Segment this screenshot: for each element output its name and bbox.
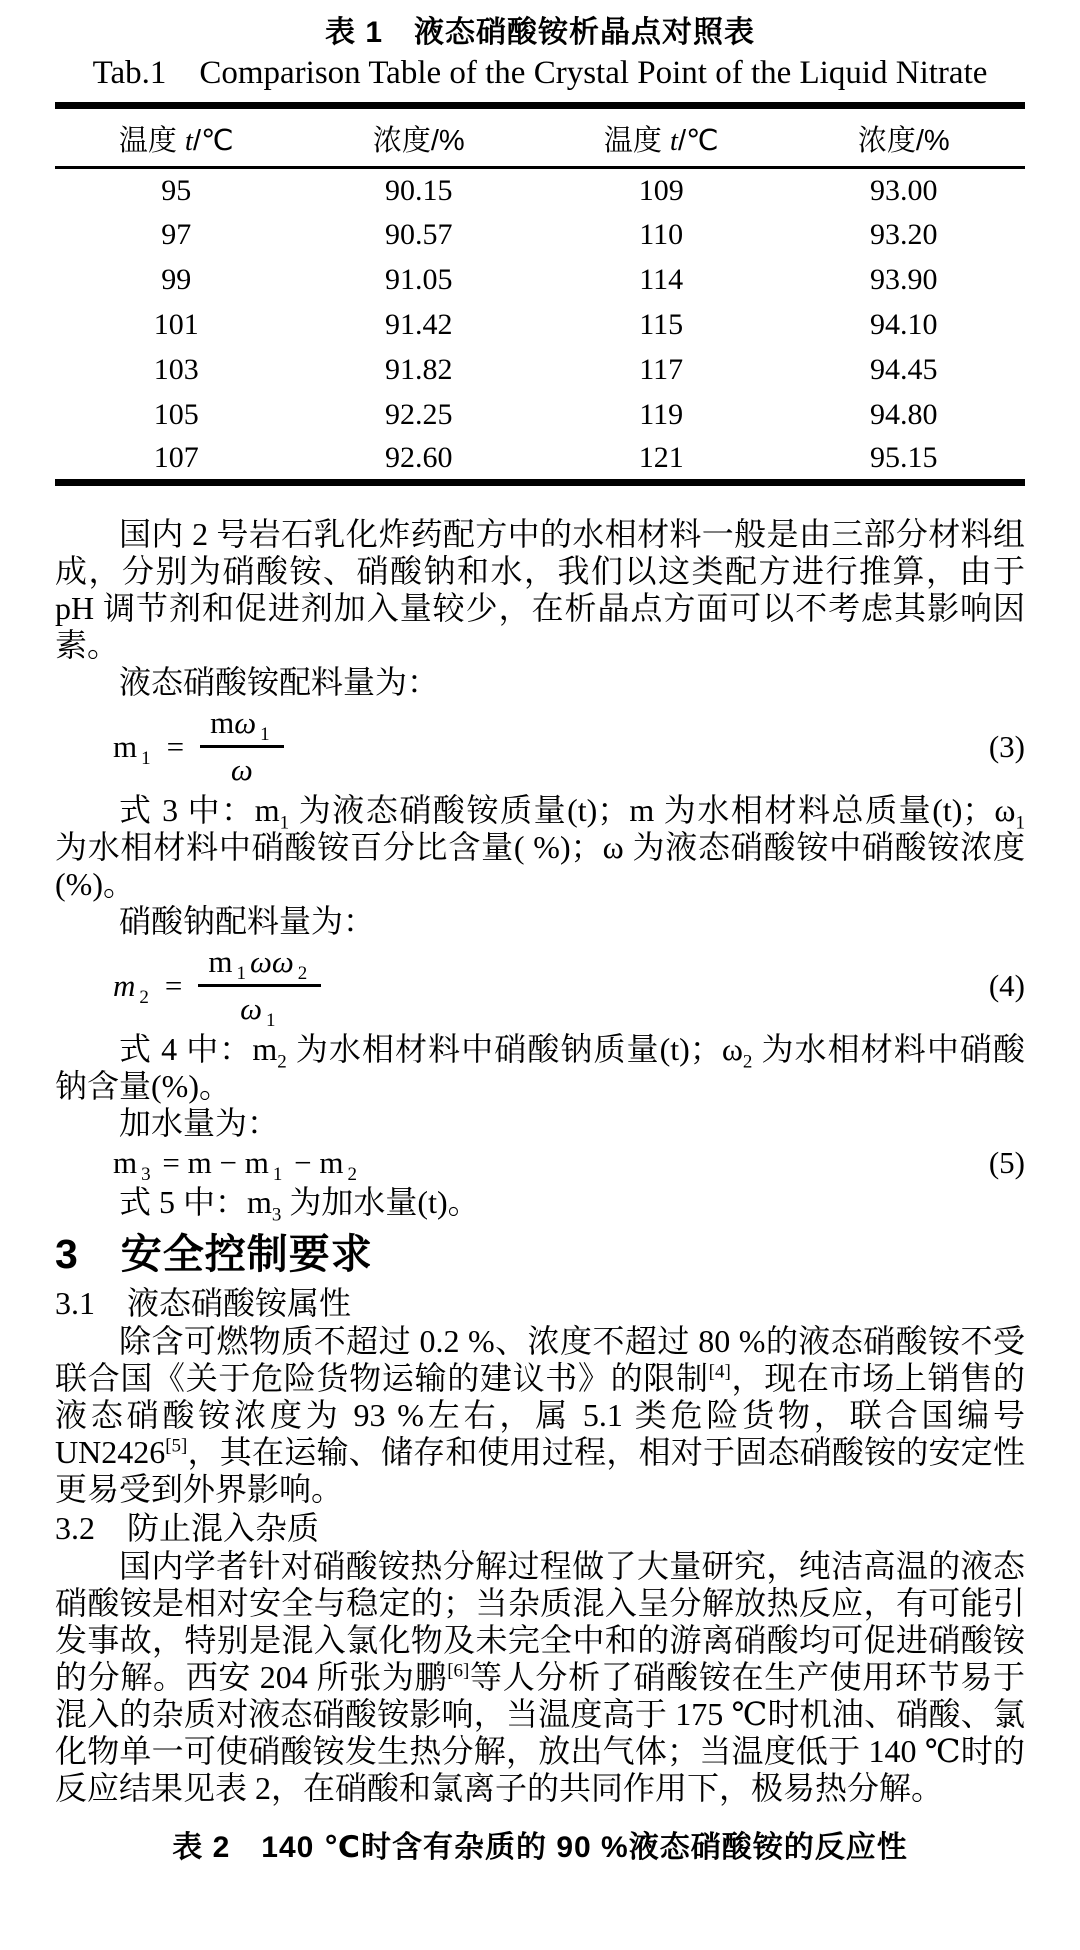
eq3-fraction	[200, 705, 284, 788]
table2-caption-zh: 表 2 140 ℃时含有杂质的 90 %液态硝酸铵的反应性	[172, 1831, 908, 1864]
cell-temp-left: 103	[153, 353, 199, 386]
table-row	[55, 303, 1025, 348]
table1-caption-zh: 表 1 液态硝酸铵析晶点对照表	[324, 16, 756, 49]
eq4-denominator: ω $_1$	[240, 991, 276, 1032]
eq5-expression: m $_3$ = m − m $_1$ − m $_2$	[113, 1145, 357, 1186]
equals-sign: =	[164, 967, 183, 1003]
eq3-lhs: m $_1$	[113, 728, 151, 769]
table-row	[55, 168, 1025, 213]
equation-3	[113, 705, 1025, 788]
eq4-fraction	[198, 944, 321, 1032]
table1	[55, 102, 1025, 486]
table-row	[55, 258, 1025, 303]
citation-6: [6]	[447, 1660, 470, 1682]
eq3-number: (3)	[988, 728, 1025, 764]
table1-body	[55, 168, 1025, 483]
cell-conc-left: 90.57	[385, 218, 453, 251]
eq5-note: 式 5 中：$m_3$ 为加水量(t)。	[119, 1184, 480, 1226]
header-conc-left: 浓度/%	[298, 106, 541, 168]
section-3-1-paragraph: 除含可燃物质不超过 0.2 %、浓度不超过 80 %的液态硝酸铵不受联合国《关于危险货物运输的建议书》的限制[4]，现在市场上销售的液态硝酸铵浓度为 93 %左右，属 5.1 类危险货物，联合国编号 UN2426[5]，其在运输、储存和使用过程，相对于固态硝酸铵的安定性更易受到外界影响。	[55, 1323, 1025, 1507]
paragraph-formulation: 国内 2 号岩石乳化炸药配方中的水相材料一般是由三部分材料组成，分别为硝酸铵、硝酸钠和水，我们以这类配方进行推算，由于 pH 调节剂和促进剂加入量较少，在析晶点方面可以不考虑其影响因素。	[55, 516, 1025, 663]
cell-temp-left: 99	[161, 263, 192, 296]
cell-temp-right: 117	[639, 353, 684, 386]
cell-temp-right: 110	[639, 218, 684, 251]
cell-conc-left: 91.42	[385, 308, 453, 341]
header-temp-left: 温度 t/℃	[55, 106, 298, 168]
section-3-2-heading: 3.2 防止混入杂质	[55, 1510, 320, 1546]
cell-conc-right: 93.90	[870, 263, 938, 296]
cell-temp-left: 101	[153, 308, 199, 341]
equation-5	[113, 1145, 1025, 1186]
eq4-lead: 硝酸钠配料量为：	[119, 903, 376, 939]
eq3-numerator: mω $_1$	[200, 705, 284, 748]
cell-conc-left: 90.15	[385, 173, 453, 207]
header-temp-right: 温度 t/℃	[540, 106, 783, 168]
equals-sign: =	[166, 728, 185, 764]
cell-temp-right: 114	[639, 263, 684, 296]
eq3-lead: 液态硝酸铵配料量为：	[119, 664, 440, 700]
cell-temp-left: 105	[153, 398, 199, 431]
cell-conc-right: 93.00	[870, 173, 938, 207]
cell-temp-left: 107	[153, 441, 199, 475]
table-row	[55, 348, 1025, 393]
section-3-heading: 3 安全控制要求	[55, 1231, 373, 1277]
cell-conc-left: 91.82	[385, 353, 453, 386]
cell-conc-right: 94.45	[870, 353, 938, 386]
cell-temp-left: 95	[161, 173, 192, 207]
header-conc-right: 浓度/%	[783, 106, 1026, 168]
eq4-numerator: m $_1$ ωω $_2$	[198, 944, 321, 987]
eq4-note: 式 4 中：$m_2$ 为水相材料中硝酸钠质量(t)；$\omega_2$ 为水相材料中硝酸钠含量(%)。	[55, 1031, 1025, 1104]
table1-header	[55, 106, 1025, 168]
table-row	[55, 213, 1025, 258]
citation-5: [5]	[165, 1435, 188, 1457]
cell-conc-right: 94.10	[870, 308, 938, 341]
cell-temp-right: 119	[639, 398, 684, 431]
cell-conc-right: 95.15	[870, 441, 938, 475]
cell-temp-right: 115	[639, 308, 684, 341]
eq4-lhs: m $_2$	[113, 967, 149, 1008]
section-3-1-heading: 3.1 液态硝酸铵属性	[55, 1285, 352, 1321]
table1-caption-en: Tab.1 Comparison Table of the Crystal Point of the Liquid Nitrate	[92, 55, 988, 91]
cell-temp-right: 109	[638, 173, 684, 207]
eq5-number: (5)	[988, 1145, 1025, 1180]
cell-conc-right: 93.20	[870, 218, 938, 251]
cell-conc-left: 91.05	[385, 263, 453, 296]
citation-4: [4]	[708, 1361, 731, 1383]
cell-conc-left: 92.60	[385, 441, 453, 475]
eq3-note: 式 3 中：$m_1$ 为液态硝酸铵质量(t)；m 为水相材料总质量(t)；$\omega_1$ 为水相材料中硝酸铵百分比含量( %)；ω 为液态硝酸铵中硝酸铵浓度(%)。	[55, 792, 1025, 902]
eq3-denominator: ω	[230, 752, 253, 787]
section-3-2-paragraph: 国内学者针对硝酸铵热分解过程做了大量研究，纯洁高温的液态硝酸铵是相对安全与稳定的；当杂质混入呈分解放热反应，有可能引发事故，特别是混入氯化物及未完全中和的游离硝酸均可促进硝酸铵的分解。西安 204 所张为鹏[6]等人分析了硝酸铵在生产使用环节易于混入的杂质对液态硝酸铵影响，当温度高于 175 ℃时机油、硝酸、氯化物单一可使硝酸铵发生热分解，放出气体；当温度低于 140 ℃时的反应结果见表 2，在硝酸和氯离子的共同作用下，极易热分解。	[55, 1548, 1025, 1806]
cell-conc-right: 94.80	[870, 398, 938, 431]
table-row	[55, 438, 1025, 483]
table-row	[55, 393, 1025, 438]
eq4-number: (4)	[988, 967, 1025, 1003]
equation-4	[113, 944, 1025, 1032]
cell-conc-left: 92.25	[385, 398, 453, 431]
cell-temp-left: 97	[161, 218, 192, 251]
eq5-lead: 加水量为：	[119, 1105, 280, 1141]
table1-header-row	[55, 106, 1025, 168]
cell-temp-right: 121	[638, 441, 684, 475]
